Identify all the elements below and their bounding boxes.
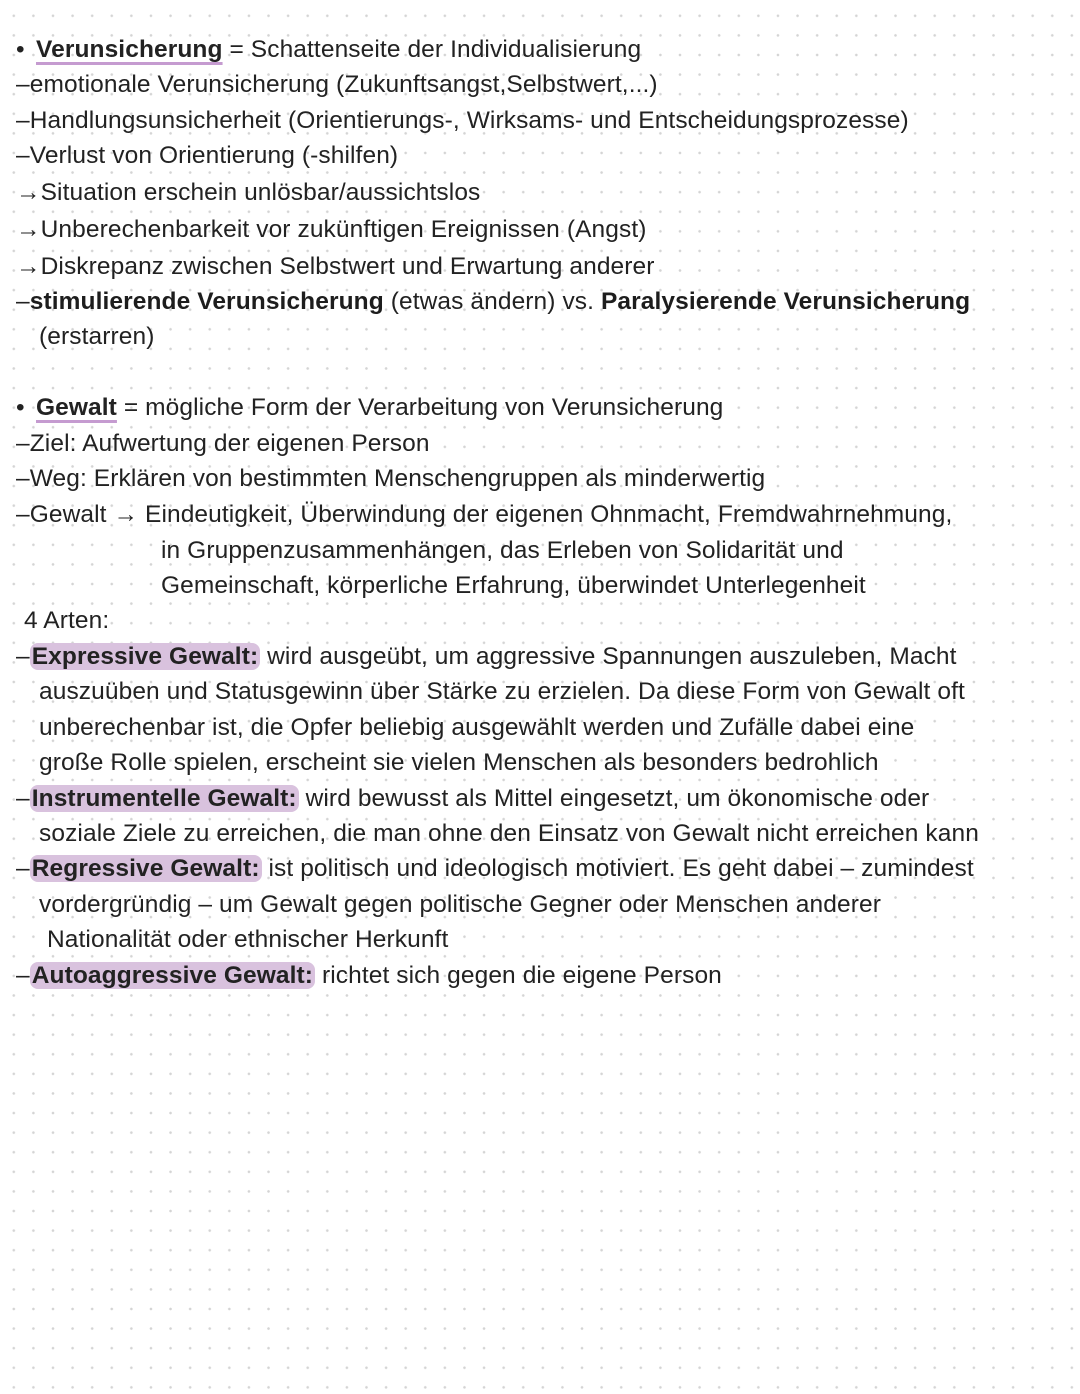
arten-heading-text: 4 Arten: [24,607,110,634]
arrow-item-text: Diskrepanz zwischen Selbstwert und Erwartung anderer [40,253,655,280]
expressive-text: auszuüben und Statusgewinn über Stärke zu erzielen. Da diese Form von Gewalt oft [39,678,965,705]
stimulierende-term: stimulierende Verunsicherung [29,288,384,315]
list-item [16,287,970,317]
arrow-item [16,252,655,282]
dash-icon: – [16,501,30,528]
bullet-icon: • [16,36,25,63]
list-item-continuation [39,819,979,849]
list-item [16,429,430,459]
dash-icon: – [16,288,30,315]
autoaggressive-term: Autoaggressive Gewalt: [31,962,314,989]
regressive-text: vordergründig – um Gewalt gegen politische Gegner oder Menschen anderer [39,891,881,918]
dash-icon: – [16,643,30,670]
gewalt-definition: = mögliche Form der Verarbeitung von Verunsicherung [116,394,724,421]
dash-icon: – [16,465,30,492]
ziel-text: Ziel: Aufwertung der eigenen Person [29,430,430,457]
paralysierende-text: (erstarren) [39,323,155,350]
expressive-item [16,642,957,672]
expressive-text: unberechenbar ist, die Opfer beliebig ausgewählt werden und Zufälle dabei eine [39,714,915,741]
list-item [16,500,952,530]
autoaggressive-text: richtet sich gegen die eigene Person [315,962,722,989]
regressive-term: Regressive Gewalt: [31,855,260,882]
arten-heading [24,606,109,636]
autoaggressive-item [16,961,722,991]
gewalt-effect-text: in Gruppenzusammenhängen, das Erleben von Solidarität und [161,537,844,564]
verunsicherung-heading [16,35,641,65]
arrow-icon: → [16,216,41,243]
list-item-continuation [39,748,879,778]
weg-text: Weg: Erklären von bestimmten Menschengruppen als minderwertig [29,465,766,492]
list-item-continuation [161,536,844,566]
list-item-continuation [39,322,154,352]
arrow-icon: → [16,179,41,206]
paralysierende-term: Paralysierende Verunsicherung [600,288,971,315]
dash-icon: – [16,855,30,882]
regressive-text: ist politisch und ideologisch motiviert. Es geht dabei – zumindest [261,855,974,882]
list-item [16,464,765,494]
list-item [16,141,398,171]
gewalt-prefix: Gewalt → [29,501,145,528]
list-item [16,106,909,136]
arrow-item [16,215,646,245]
arrow-icon: → [16,253,41,280]
gewalt-effect-text: Gemeinschaft, körperliche Erfahrung, überwindet Unterlegenheit [161,572,866,599]
arrow-item-text: Situation erschein unlösbar/aussichtslos [40,179,481,206]
expressive-text: große Rolle spielen, erscheint sie vielen Menschen als besonders bedrohlich [39,749,879,776]
arrow-item [16,178,480,208]
list-item [16,70,658,100]
list-item-continuation [47,925,448,955]
verunsicherung-definition: = Schattenseite der Individualisierung [222,36,642,63]
instrumentelle-text: wird bewusst als Mittel eingesetzt, um ökonomische oder [298,785,930,812]
dash-icon: – [16,430,30,457]
dash-icon: – [16,785,30,812]
stimulierende-text: (etwas ändern) vs. [383,288,601,315]
dash-icon: – [16,107,30,134]
list-item-continuation [39,713,914,743]
expressive-term: Expressive Gewalt: [31,643,259,670]
gewalt-heading [16,393,723,423]
instrumentelle-item [16,784,929,814]
gewalt-effect-text: Eindeutigkeit, Überwindung der eigenen Ohnmacht, Fremdwahrnehmung, [145,501,953,528]
verunsicherung-term: Verunsicherung [36,36,223,63]
list-item-text: Verlust von Orientierung (-shilfen) [29,142,399,169]
bullet-icon: • [16,394,25,421]
gewalt-term: Gewalt [36,394,117,421]
list-item-text: Handlungsunsicherheit (Orientierungs-, Wirksams- und Entscheidungsprozesse) [29,107,909,134]
arrow-item-text: Unberechenbarkeit vor zukünftigen Ereignissen (Angst) [40,216,647,243]
expressive-text: wird ausgeübt, um aggressive Spannungen auszuleben, Macht [260,643,957,670]
dash-icon: – [16,71,30,98]
instrumentelle-text: soziale Ziele zu erreichen, die man ohne den Einsatz von Gewalt nicht erreichen kann [39,820,979,847]
regressive-item [16,854,974,884]
list-item-continuation [39,890,881,920]
list-item-continuation [161,571,866,601]
dash-icon: – [16,142,30,169]
instrumentelle-term: Instrumentelle Gewalt: [31,785,297,812]
list-item-text: emotionale Verunsicherung (Zukunftsangst,Selbstwert,...) [29,71,658,98]
regressive-text: Nationalität oder ethnischer Herkunft [47,926,449,953]
dash-icon: – [16,962,30,989]
list-item-continuation [39,677,965,707]
